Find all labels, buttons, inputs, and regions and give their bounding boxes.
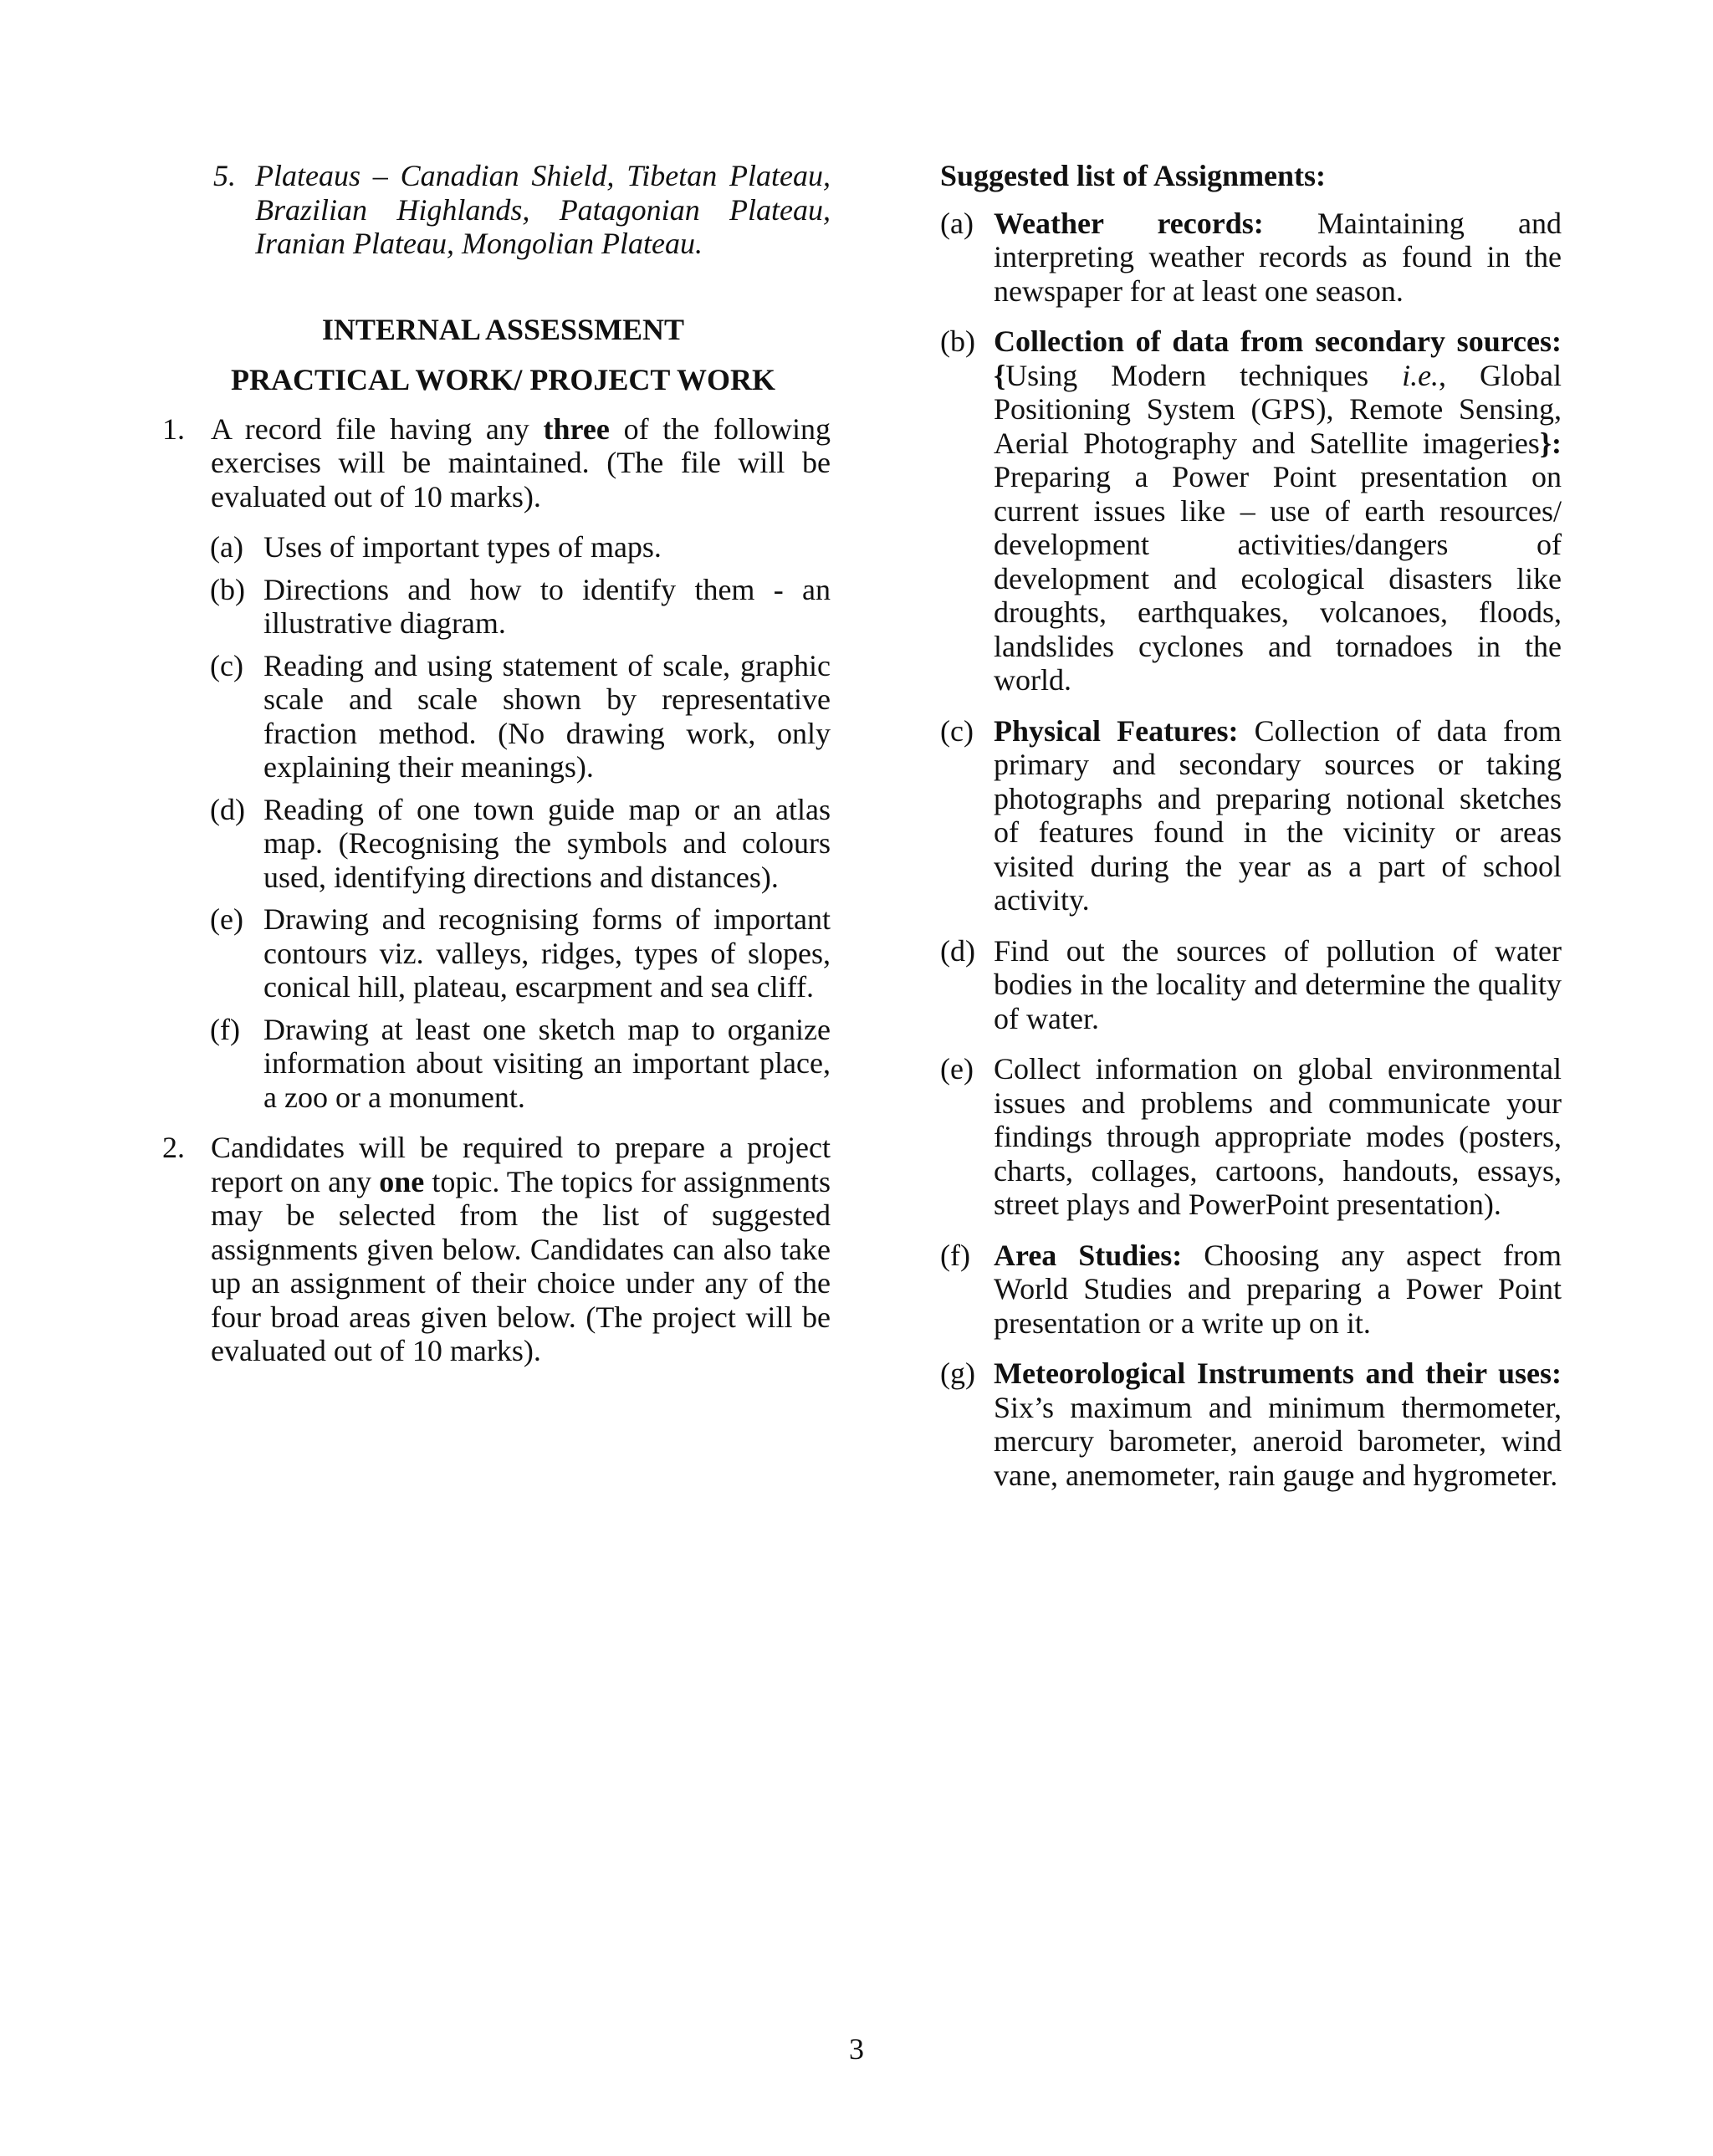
text-run: A record file having any [211, 411, 544, 446]
sub-item-label: (c) [210, 648, 243, 682]
sub-item-a [159, 530, 831, 565]
assignment-text: Collection of data from primary and secondary sources or taking photographs and preparing notional sketches of features found in the vicinity or areas visited during the year as a part of school activity. [994, 713, 1562, 917]
item-number: 2. [162, 1131, 185, 1164]
page-number: 3 [849, 2032, 864, 2066]
sub-item-label: (b) [210, 572, 245, 606]
assignment-title: Physical Features: [994, 713, 1239, 748]
sub-item-text: Reading of one town guide map or an atlas map. (Recognising the symbols and colours used, identifying directions and distances). [263, 792, 831, 894]
assignment-label: (c) [940, 713, 974, 748]
assignment-label: (a) [940, 206, 974, 240]
assignment-g [940, 1356, 1562, 1492]
assignment-label: (d) [940, 933, 975, 968]
item-2-text [211, 1131, 831, 1368]
sub-item-e [159, 902, 831, 1004]
sub-item-label: (d) [210, 792, 245, 826]
bold-run: three [543, 411, 610, 446]
numbered-list [159, 412, 831, 1368]
text-run: of the following exercises will be maintained. (The file will be evaluated out of 10 marks). [211, 411, 831, 513]
item-number: 1. [162, 411, 185, 446]
list-item-1 [159, 412, 831, 1115]
assignment-label: (b) [940, 324, 975, 358]
assignment-label: (f) [940, 1238, 970, 1272]
sub-item-label: (a) [210, 530, 243, 564]
assignment-label: (e) [940, 1052, 974, 1086]
bold-run: one [379, 1164, 425, 1198]
italic-run: i.e. [1402, 358, 1439, 392]
plateaus-item [159, 159, 831, 261]
sub-item-c [159, 649, 831, 784]
practical-work-heading: PRACTICAL WORK/ PROJECT WORK [230, 363, 776, 396]
sub-item-label: (e) [210, 902, 243, 936]
sub-item-f [159, 1013, 831, 1115]
item-1-text [211, 412, 831, 514]
assignment-f [940, 1239, 1562, 1341]
assignment-title: Collection of data from secondary sources: [994, 324, 1562, 358]
sub-item-text: Uses of important types of maps. [263, 530, 662, 564]
text-run: topic. The topics for assignments may be selected from the list of suggested assignments given below. Candidates can also take up an assignment of their choice under any of the four broad areas given below. (The project will be evaluated out of 10 marks). [211, 1164, 831, 1367]
assignment-c [940, 714, 1562, 917]
assignment-b [940, 324, 1562, 697]
left-column [159, 159, 831, 1368]
assignment-text: Preparing a Power Point presentation on current issues like – use of earth resources/ development activities/dangers of development and ecological disasters like droughts, earthquakes, volcanoes, floods, landslides cyclones and tornadoes in the world. [994, 460, 1562, 697]
sub-list [159, 530, 831, 1114]
assignment-e [940, 1052, 1562, 1222]
right-column [940, 159, 1562, 1492]
assignment-d [940, 934, 1562, 1036]
assignments-heading: Suggested list of Assignments: [940, 159, 1327, 192]
assignment-a [940, 207, 1562, 309]
assignment-text: Find out the sources of pollution of water bodies in the locality and determine the quality of water. [994, 933, 1562, 1035]
sub-item-b [159, 573, 831, 641]
brace-open: { [994, 358, 1006, 392]
list-item-2 [159, 1131, 831, 1368]
brace-close: }: [1539, 426, 1562, 460]
text-run: Candidates will be required to prepare a project report on any [211, 1131, 831, 1198]
assignment-title: Meteorological Instruments and their uses: [994, 1356, 1562, 1390]
assignment-text: Collect information on global environmental issues and problems and communicate your findings through appropriate modes (posters, charts, collages, cartoons, handouts, essays, street plays and PowerPoint presentation). [994, 1052, 1562, 1221]
sub-item-text: Reading and using statement of scale, graphic scale and scale shown by representative fraction method. (No drawing work, only explaining their meanings). [263, 648, 831, 784]
assignment-text: Choosing any aspect from World Studies and preparing a Power Point presentation or a write up on it. [994, 1238, 1562, 1340]
assignment-title: Weather records: [994, 206, 1264, 240]
sub-item-text: Drawing and recognising forms of important contours viz. valleys, ridges, types of slopes, conical hill, plateau, escarpment and sea cliff. [263, 902, 831, 1004]
internal-assessment-heading: INTERNAL ASSESSMENT [321, 312, 685, 346]
assignment-text: Using Modern techniques [1005, 358, 1403, 392]
assignment-text: Maintaining and interpreting weather records as found in the newspaper for at least one season. [994, 206, 1562, 308]
sub-item-d [159, 793, 831, 895]
item-number: 5. [213, 159, 236, 192]
assignment-text: , Global Positioning System (GPS), Remote Sensing, Aerial Photography and Satellite imageries [994, 358, 1562, 460]
plateaus-text: Plateaus – Canadian Shield, Tibetan Plateau, Brazilian Highlands, Patagonian Plateau, Iranian Plateau, Mongolian Plateau. [255, 159, 831, 260]
assignment-title: Area Studies: [994, 1238, 1183, 1272]
sub-item-label: (f) [210, 1012, 240, 1046]
sub-item-text: Drawing at least one sketch map to organize information about visiting an important place, a zoo or a monument. [263, 1012, 831, 1114]
sub-item-text: Directions and how to identify them - an illustrative diagram. [263, 572, 831, 640]
assignment-text: Six’s maximum and minimum thermometer, mercury barometer, aneroid barometer, wind vane, anemometer, rain gauge and hygrometer. [994, 1390, 1562, 1492]
assignment-label: (g) [940, 1356, 975, 1390]
